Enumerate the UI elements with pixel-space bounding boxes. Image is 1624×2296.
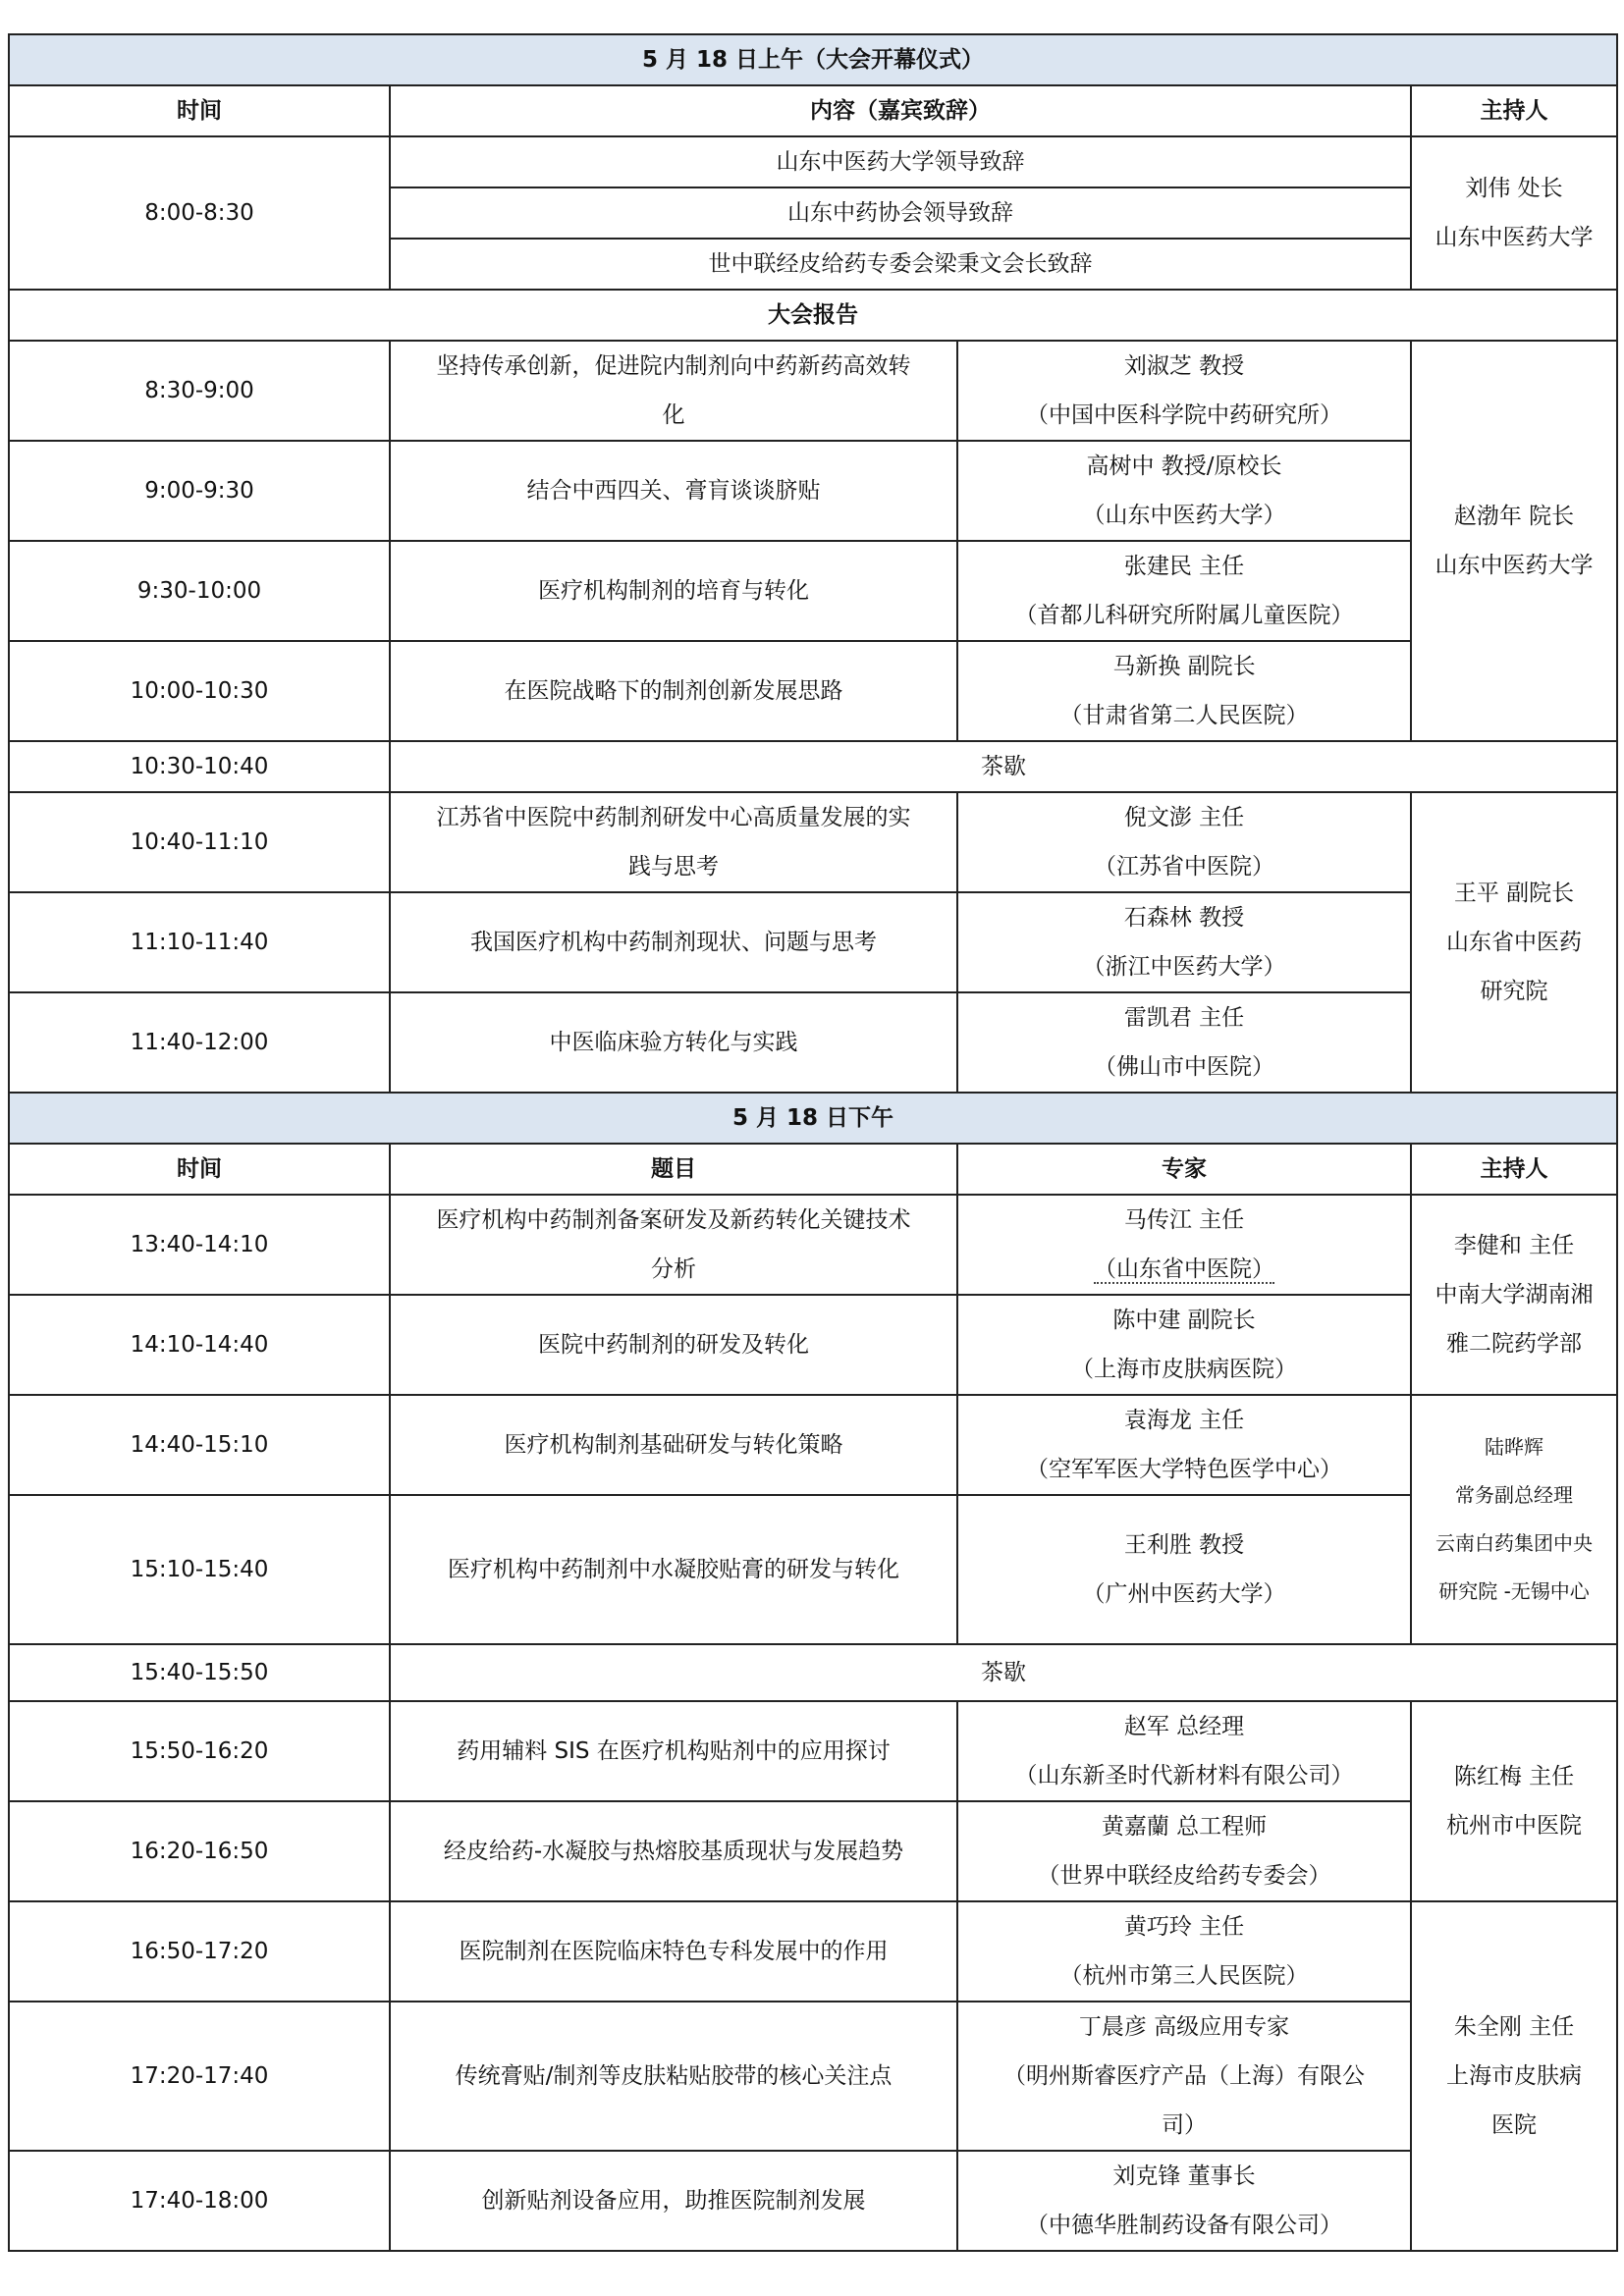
talk-title [390, 2002, 957, 2151]
talk-host [1411, 1395, 1617, 1644]
speaker-name: 赵军 总经理 [1123, 1714, 1245, 1739]
talk-speaker [957, 1195, 1411, 1295]
host-line: 上海市皮肤病 [1446, 2063, 1583, 2089]
speaker-name: 王利胜 教授 [1123, 1532, 1245, 1558]
talk-title-line: 江苏省中医院中药制剂研发中心高质量发展的实 [436, 805, 911, 830]
talk-title-line: 中医临床验方转化与实践 [549, 1030, 798, 1055]
header-host: 主持人 [1411, 1144, 1617, 1195]
talk-row [9, 1295, 1617, 1395]
talk-host [1411, 1901, 1617, 2251]
talk-title [390, 892, 957, 992]
talk-title-line: 创新贴剂设备应用，助推医院制剂发展 [481, 2188, 866, 2214]
speaker-org: （空军军医大学特色医学中心） [1026, 1457, 1342, 1482]
speaker-org: （世界中联经皮给药专委会） [1037, 1863, 1331, 1889]
break-time: 10:30-10:40 [9, 741, 390, 792]
talk-title [390, 441, 957, 541]
talk-row [9, 2002, 1617, 2151]
speaker-name: 马新换 副院长 [1112, 654, 1256, 679]
talk-speaker [957, 641, 1411, 741]
talk-row [9, 541, 1617, 641]
break-label: 茶歇 [390, 741, 1617, 792]
speaker-name: 陈中建 副院长 [1112, 1308, 1256, 1333]
host-line: 山东省中医药 [1446, 930, 1583, 955]
header-time: 时间 [9, 85, 390, 136]
talk-title [390, 992, 957, 1093]
break-label: 茶歇 [390, 1644, 1617, 1701]
host-line: 云南白药集团中央 [1435, 1531, 1594, 1555]
host-line: 王平 副院长 [1453, 881, 1575, 906]
talk-time: 10:40-11:10 [9, 792, 390, 892]
talk-title [390, 1295, 957, 1395]
talk-time: 17:40-18:00 [9, 2151, 390, 2251]
header-topic: 题目 [390, 1144, 957, 1195]
talk-time: 16:50-17:20 [9, 1901, 390, 2002]
talk-speaker [957, 1295, 1411, 1395]
talk-title [390, 1801, 957, 1901]
talk-title-line: 医疗机构制剂的培育与转化 [538, 578, 809, 604]
talk-row [9, 1495, 1617, 1644]
talk-title-line: 药用辅料 SIS 在医疗机构贴剂中的应用探讨 [457, 1738, 891, 1764]
report-title: 大会报告 [9, 290, 1617, 341]
speaker-org: （明州斯睿医疗产品（上海）有限公 [1003, 2063, 1365, 2089]
header-host: 主持人 [1411, 85, 1617, 136]
morning-band-title: 5 月 18 日上午（大会开幕仪式） [9, 34, 1617, 85]
talk-row [9, 441, 1617, 541]
speaker-org: （甘肃省第二人民医院） [1059, 703, 1309, 728]
talk-title [390, 2151, 957, 2251]
talk-speaker [957, 1395, 1411, 1495]
talk-title-line: 结合中西四关、膏肓谈谈脐贴 [526, 478, 821, 504]
afternoon-band-title: 5 月 18 日下午 [9, 1093, 1617, 1144]
speaker-name: 倪文澎 主任 [1123, 805, 1245, 830]
talk-title-line: 医院制剂在医院临床特色专科发展中的作用 [459, 1939, 889, 1964]
talk-title [390, 641, 957, 741]
morning-band-row [9, 34, 1617, 85]
talk-row [9, 1901, 1617, 2002]
talk-host [1411, 792, 1617, 1093]
talk-host [1411, 341, 1617, 741]
talk-time: 15:50-16:20 [9, 1701, 390, 1801]
speaker-name: 刘淑芝 教授 [1123, 353, 1245, 379]
talk-speaker [957, 892, 1411, 992]
host-line: 杭州市中医院 [1446, 1813, 1583, 1839]
speaker-org: 司） [1162, 2112, 1207, 2138]
talk-time: 15:10-15:40 [9, 1495, 390, 1644]
speaker-name: 黄巧玲 主任 [1123, 1914, 1245, 1940]
talk-speaker [957, 1901, 1411, 2002]
talk-time: 13:40-14:10 [9, 1195, 390, 1295]
opening-speech: 山东中药协会领导致辞 [390, 187, 1411, 239]
host-line: 雅二院药学部 [1446, 1331, 1583, 1357]
speaker-name: 袁海龙 主任 [1123, 1408, 1245, 1433]
speaker-org: （中德华胜制药设备有限公司） [1026, 2213, 1342, 2238]
host-line: 研究院 -无锡中心 [1438, 1579, 1590, 1603]
schedule-table [8, 33, 1618, 2252]
talk-title-line: 坚持传承创新，促进院内制剂向中药新药高效转 [436, 353, 911, 379]
talk-host [1411, 1701, 1617, 1901]
speaker-org: （山东中医药大学） [1082, 503, 1286, 528]
talk-speaker [957, 2151, 1411, 2251]
talk-time: 17:20-17:40 [9, 2002, 390, 2151]
break-row [9, 1644, 1617, 1701]
talk-speaker [957, 1495, 1411, 1644]
opening-time: 8:00-8:30 [9, 136, 390, 290]
header-expert: 专家 [957, 1144, 1411, 1195]
host-line: 朱全刚 主任 [1453, 2014, 1575, 2040]
talk-title-line: 医疗机构中药制剂中水凝胶贴膏的研发与转化 [448, 1557, 899, 1582]
host-line: 常务副总经理 [1455, 1483, 1574, 1507]
speaker-org: （浙江中医药大学） [1082, 954, 1286, 980]
host-line: 中南大学湖南湘 [1435, 1282, 1594, 1308]
talk-speaker [957, 2002, 1411, 2151]
report-title-row [9, 290, 1617, 341]
speaker-org: （中国中医科学院中药研究所） [1026, 402, 1342, 428]
speaker-org-text: （山东省中医院） [1094, 1256, 1274, 1282]
host-line: 山东中医药大学 [1435, 225, 1594, 250]
talk-row [9, 1395, 1617, 1495]
talk-title [390, 1195, 957, 1295]
talk-time: 16:20-16:50 [9, 1801, 390, 1901]
speaker-org: （上海市皮肤病医院） [1071, 1357, 1297, 1382]
talk-speaker [957, 441, 1411, 541]
opening-host [1411, 136, 1617, 290]
speaker-name: 高树中 教授/原校长 [1086, 454, 1282, 479]
talk-speaker [957, 792, 1411, 892]
opening-speech: 山东中医药大学领导致辞 [390, 136, 1411, 187]
talk-row [9, 641, 1617, 741]
opening-speech: 世中联经皮给药专委会梁秉文会长致辞 [390, 239, 1411, 290]
host-line: 陆晔辉 [1485, 1435, 1544, 1459]
talk-time: 8:30-9:00 [9, 341, 390, 441]
talk-row [9, 992, 1617, 1093]
talk-speaker [957, 1801, 1411, 1901]
talk-time: 14:10-14:40 [9, 1295, 390, 1395]
talk-title-line: 化 [662, 402, 685, 428]
break-row [9, 741, 1617, 792]
talk-time: 9:00-9:30 [9, 441, 390, 541]
talk-time: 11:10-11:40 [9, 892, 390, 992]
talk-row [9, 1701, 1617, 1801]
speaker-org: （山东新圣时代新材料有限公司） [1014, 1763, 1354, 1789]
morning-header-row [9, 85, 1617, 136]
talk-title [390, 341, 957, 441]
talk-title-line: 经皮给药-水凝胶与热熔胶基质现状与发展趋势 [443, 1839, 904, 1864]
talk-speaker [957, 1701, 1411, 1801]
talk-title-line: 医疗机构中药制剂备案研发及新药转化关键技术 [436, 1207, 911, 1233]
speaker-org: （江苏省中医院） [1094, 854, 1274, 880]
talk-speaker [957, 341, 1411, 441]
speaker-org: （杭州市第三人民医院） [1059, 1963, 1309, 1989]
speaker-name: 刘克锋 董事长 [1112, 2163, 1256, 2189]
talk-time: 10:00-10:30 [9, 641, 390, 741]
afternoon-band-row [9, 1093, 1617, 1144]
afternoon-header-row [9, 1144, 1617, 1195]
talk-speaker [957, 992, 1411, 1093]
host-line: 陈红梅 主任 [1453, 1764, 1575, 1789]
talk-row [9, 892, 1617, 992]
talk-row [9, 1801, 1617, 1901]
speaker-org: （首都儿科研究所附属儿童医院） [1014, 603, 1354, 628]
host-line: 医院 [1491, 2112, 1538, 2138]
talk-title [390, 1701, 957, 1801]
talk-title-line: 我国医疗机构中药制剂现状、问题与思考 [470, 930, 877, 955]
talk-title-line: 医院中药制剂的研发及转化 [538, 1332, 809, 1358]
talk-title [390, 541, 957, 641]
speaker-name: 石森林 教授 [1123, 905, 1245, 931]
speaker-name: 黄嘉蘭 总工程师 [1101, 1814, 1268, 1840]
talk-row [9, 2151, 1617, 2251]
talk-title-line: 践与思考 [628, 854, 719, 880]
host-line: 李健和 主任 [1453, 1233, 1575, 1258]
speaker-org [964, 1245, 1404, 1294]
host-line: 山东中医药大学 [1435, 553, 1594, 578]
speaker-org: （佛山市中医院） [1094, 1054, 1274, 1080]
host-line: 刘伟 处长 [1465, 176, 1563, 201]
talk-title [390, 792, 957, 892]
speaker-org: （广州中医药大学） [1082, 1581, 1286, 1607]
talk-time: 9:30-10:00 [9, 541, 390, 641]
talk-row [9, 792, 1617, 892]
talk-row [9, 1195, 1617, 1295]
speaker-name: 张建民 主任 [1123, 554, 1245, 579]
talk-time: 11:40-12:00 [9, 992, 390, 1093]
talk-title-line: 传统膏贴/制剂等皮肤粘贴胶带的核心关注点 [455, 2063, 893, 2089]
talk-title-line: 分析 [651, 1256, 696, 1282]
talk-title-line: 在医院战略下的制剂创新发展思路 [504, 678, 843, 704]
break-time: 15:40-15:50 [9, 1644, 390, 1701]
host-line: 赵渤年 院长 [1453, 504, 1575, 529]
opening-row [9, 136, 1617, 187]
talk-title [390, 1901, 957, 2002]
host-line: 研究院 [1480, 979, 1548, 1004]
talk-row [9, 341, 1617, 441]
talk-speaker [957, 541, 1411, 641]
speaker-name: 丁晨彦 高级应用专家 [1078, 2014, 1290, 2040]
speaker-name: 雷凯君 主任 [1123, 1005, 1245, 1031]
talk-title [390, 1395, 957, 1495]
talk-host [1411, 1195, 1617, 1395]
header-content: 内容（嘉宾致辞） [390, 85, 1411, 136]
talk-time: 14:40-15:10 [9, 1395, 390, 1495]
speaker-name: 马传江 主任 [1123, 1207, 1245, 1233]
talk-title-line: 医疗机构制剂基础研发与转化策略 [504, 1432, 843, 1458]
talk-title [390, 1495, 957, 1644]
header-time: 时间 [9, 1144, 390, 1195]
